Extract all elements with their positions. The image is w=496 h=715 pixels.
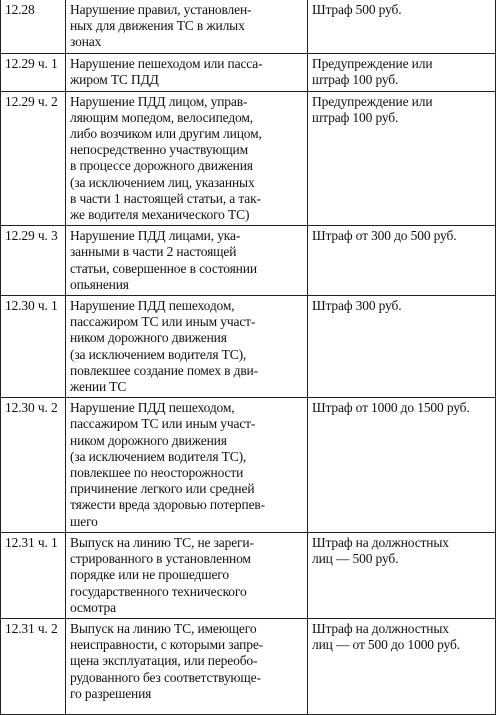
penalty-cell: Штраф на должностных лиц — от 500 до 1000 руб. [308,618,496,714]
penalty-cell: Штраф на должностных лиц — 500 руб. [308,532,496,618]
table-row [1,0,496,53]
table-row [1,53,496,91]
table-row [1,398,496,533]
description-cell: Выпуск на линию ТС, не зареги- стрированного в установленном порядке или не прошедшего государственного технического осмотра [66,532,308,618]
article-cell: 12.28 [1,0,66,53]
description-cell: Нарушение ПДД пешеходом, пассажиром ТС или иным участ- ником дорожного движения (за исключением водителя ТС), повлекшее создание помех в дви- жении ТС [66,296,308,398]
table-row [1,532,496,618]
description-cell: Выпуск на линию ТС, имеющего неисправности, с которыми запре- щена эксплуатация, или переобо- рудованного без соответствующе- го разрешения [66,618,308,714]
article-cell: 12.29 ч. 1 [1,53,66,91]
table-row [1,91,496,226]
penalty-cell: Штраф 500 руб. [308,0,496,53]
table-row [1,226,496,296]
penalty-cell: Предупреждение или штраф 100 руб. [308,53,496,91]
article-cell: 12.31 ч. 1 [1,532,66,618]
article-cell: 12.30 ч. 2 [1,398,66,533]
article-cell: 12.29 ч. 2 [1,91,66,226]
table-row [1,296,496,398]
article-cell: 12.31 ч. 2 [1,618,66,714]
penalty-cell: Штраф от 1000 до 1500 руб. [308,398,496,533]
description-cell: Нарушение ПДД лицом, управ- ляющим мопедом, велосипедом, либо возчиком или другим лицом, непосредственно участвующим в процессе дорожного движения (за исключением лиц, указанных в части 1 настоящей статьи, а так- же водителя механического ТС) [66,91,308,226]
table-row [1,618,496,714]
description-cell: Нарушение ПДД лицами, ука- занными в части 2 настоящей статьи, совершенное в состоянии опьянения [66,226,308,296]
penalty-cell: Штраф от 300 до 500 руб. [308,226,496,296]
penalty-cell: Штраф 300 руб. [308,296,496,398]
description-cell: Нарушение ПДД пешеходом, пассажиром ТС или иным участ- ником дорожного движения (за исключением водителя ТС), повлекшее по неосторожности причинение легкого или средней тяжести вреда здоровью потерпев- шего [66,398,308,533]
article-cell: 12.30 ч. 1 [1,296,66,398]
description-cell: Нарушение правил, установлен- ных для движения ТС в жилых зонах [66,0,308,53]
article-cell: 12.29 ч. 3 [1,226,66,296]
penalty-cell: Предупреждение или штраф 100 руб. [308,91,496,226]
description-cell: Нарушение пешеходом или пасса- жиром ТС ПДД [66,53,308,91]
